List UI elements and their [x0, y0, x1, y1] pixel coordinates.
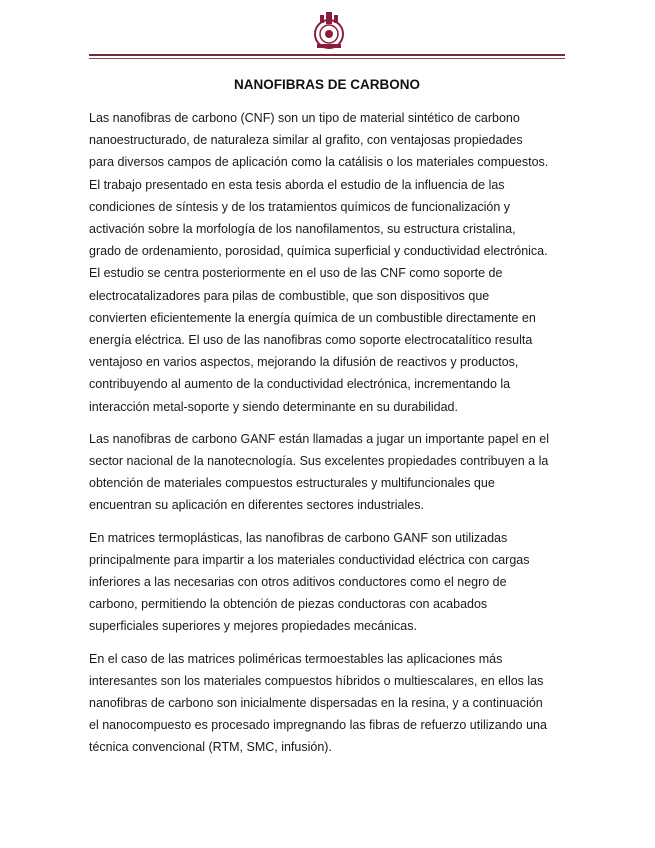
text-line: interacción metal-soporte y siendo determinante en su durabilidad.	[89, 399, 458, 414]
paragraph	[89, 428, 566, 517]
text-line: El trabajo presentado en esta tesis aborda el estudio de la influencia de las	[89, 177, 505, 192]
text-line: electrocatalizadores para pilas de combustible, que son dispositivos que	[89, 288, 490, 303]
text-line: inferiores a las necesarias con otros aditivos conductores como el negro de	[89, 575, 507, 590]
text-line: En matrices termoplásticas, las nanofibras de carbono GANF son utilizadas	[89, 530, 508, 545]
text-line: nanofibras de carbono son inicialmente dispersadas en la resina, y a continuación	[89, 696, 543, 711]
paragraph	[89, 527, 566, 638]
text-line: carbono, permitiendo la obtención de piezas conductoras con acabados	[89, 597, 488, 612]
text-line: grado de ordenamiento, porosidad, química superficial y conductividad electrónica.	[89, 244, 548, 259]
text-line: técnica convencional (RTM, SMC, infusión).	[89, 740, 332, 755]
page-title: NANOFIBRAS DE CARBONO	[233, 77, 420, 92]
text-line: contribuyendo al aumento de la conductividad electrónica, incrementando la	[89, 377, 511, 392]
text-line: el nanocompuesto es procesado impregnando las fibras de refuerzo utilizando una	[89, 718, 547, 733]
text-line: En el caso de las matrices poliméricas termoestables las aplicaciones más	[89, 651, 503, 666]
header-rule	[89, 54, 565, 56]
text-line: interesantes son los materiales compuestos híbridos o multiescalares, en ellos las	[89, 673, 544, 688]
text-line: Las nanofibras de carbono (CNF) son un tipo de material sintético de carbono	[89, 111, 520, 125]
paragraph	[89, 648, 566, 759]
text-line: condiciones de síntesis y de los tratamientos químicos de funcionalización y	[89, 199, 511, 214]
text-line: convierten eficientemente la energía química de un combustible directamente en	[89, 310, 536, 325]
text-line: Las nanofibras de carbono GANF están llamadas a jugar un importante papel en el	[89, 431, 550, 446]
text-line: El estudio se centra posteriormente en el uso de las CNF como soporte de	[89, 266, 503, 281]
body-text	[89, 107, 566, 769]
text-line: obtención de materiales compuestos estructurales y multifuncionales que	[89, 476, 495, 491]
text-line: encuentran su aplicación en diferentes sectores industriales.	[89, 498, 424, 513]
university-seal-icon	[311, 10, 347, 50]
paragraph	[89, 107, 566, 418]
text-line: superficiales superiores y mejores propiedades mecánicas.	[89, 619, 417, 634]
text-line: principalmente para impartir a los materiales conductividad eléctrica con cargas	[89, 552, 530, 567]
text-line: sector nacional de la nanotecnología. Sus excelentes propiedades contribuyen a la	[89, 454, 549, 469]
header-rule-thin	[89, 58, 565, 59]
text-line: nanoestructurado, de naturaleza similar al grafito, con ventajosas propiedades	[89, 133, 523, 148]
text-line: activación sobre la morfología de los nanofilamentos, su estructura cristalina,	[89, 222, 516, 237]
text-line: energía eléctrica. El uso de las nanofibras como soporte electrocatalítico resulta	[89, 333, 533, 348]
text-line: ventajoso en varios aspectos, mejorando la difusión de reactivos y productos,	[89, 355, 519, 370]
text-line: para diversos campos de aplicación como la catálisis o los materiales compuestos.	[89, 155, 549, 170]
